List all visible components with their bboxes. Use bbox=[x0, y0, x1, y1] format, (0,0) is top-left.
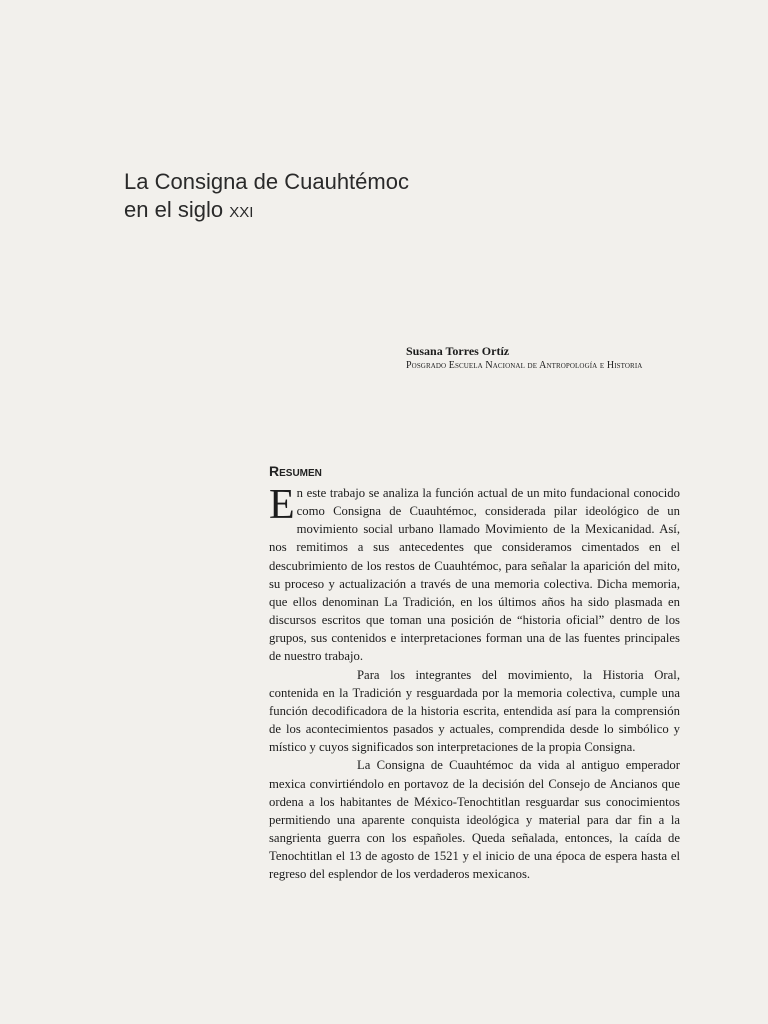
abstract-paragraph-1 bbox=[269, 484, 680, 666]
title-century: XXI bbox=[229, 204, 254, 221]
title-line-2-text: en el siglo bbox=[124, 197, 230, 222]
article-title bbox=[124, 168, 409, 227]
abstract-paragraph-2: Para los integrantes del movimiento, la Historia Oral, contenida en la Tradición y resguardada por la memoria colectiva, cumple una función decodificadora de la historia escrita, entendida así para la comprensión de los acontecimientos pasados y actuales, comprendida desde lo simbólico y místico y cuyos significados son interpretaciones de la propia Consigna. bbox=[269, 667, 680, 755]
author-name: Susana Torres Ortíz bbox=[406, 344, 510, 358]
abstract-section bbox=[269, 462, 680, 883]
title-line-1: La Consigna de Cuauhtémoc bbox=[124, 169, 409, 194]
abstract-paragraph-3: La Consigna de Cuauhtémoc da vida al antiguo emperador mexica convirtiéndolo en portavoz de la decisión del Consejo de Ancianos que ordena a los habitantes de México-Tenochtitlan resguardar sus conocimientos permitiendo una aparente conquista ideológica y material para dar fin a la sangrienta guerra con los españoles. Queda señalada, entonces, la caída de Tenochtitlan el 13 de agosto de 1521 y el inicio de una época de espera hasta el regreso del esplendor de los verdaderos mexicanos. bbox=[269, 758, 680, 882]
abstract-paragraph-1-text: n este trabajo se analiza la función actual de un mito fundacional conocido como Consigna de Cuauhtémoc, considerada pilar ideológico de un movimiento social urbano llamado Movimiento de la Mexicanidad. Así, nos remitimos a sus antecedentes que consideramos cimentados en el descubrimiento de los restos de Cuauhtémoc, para señalar la aparición del mito, su proceso y actualización a través de una memoria colectiva. Dicha memoria, que ellos denominan La Tradición, en los últimos años ha sido plasmada en discursos escritos que toman una posición de “historia oficial” dentro de los grupos, sus contenidos e interpretaciones forman una de las fuentes principales de nuestro trabajo. bbox=[269, 486, 680, 664]
drop-cap: E bbox=[269, 482, 295, 528]
author-affiliation: Posgrado Escuela Nacional de Antropología e Historia bbox=[406, 360, 643, 371]
author-block bbox=[406, 344, 642, 372]
abstract-heading: Resumen bbox=[269, 463, 322, 479]
title-line-2 bbox=[124, 196, 409, 227]
